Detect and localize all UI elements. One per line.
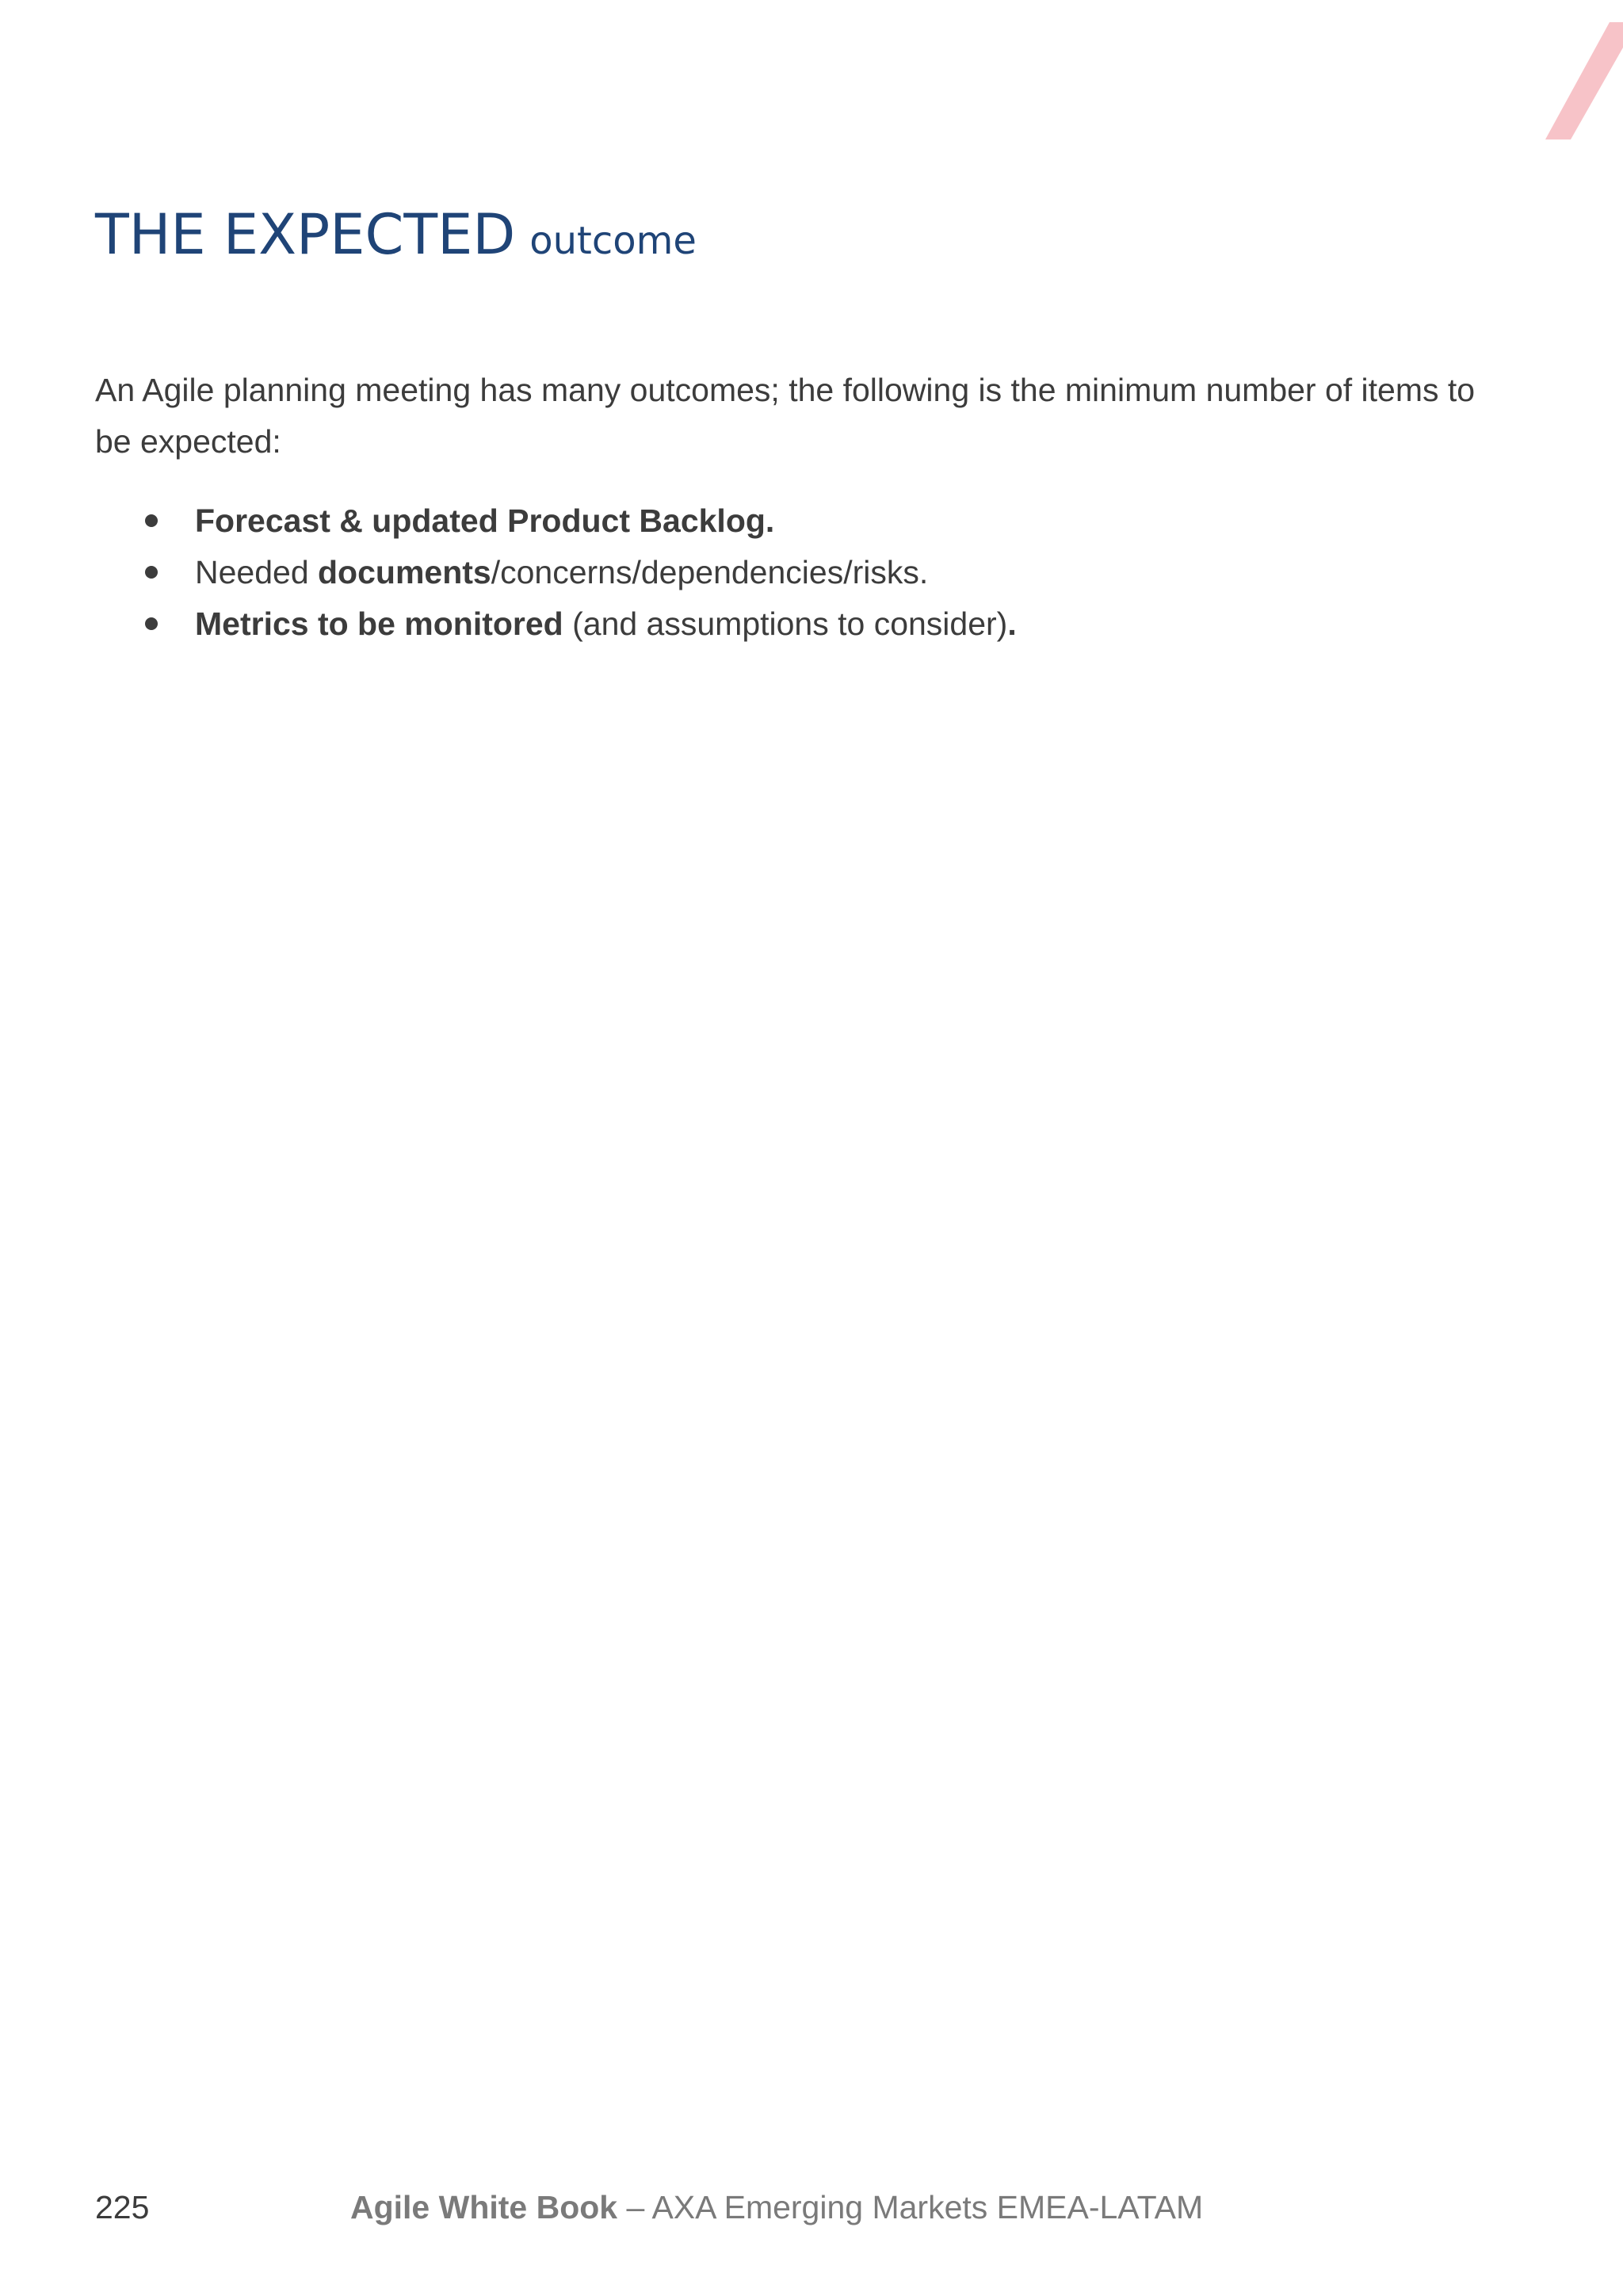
list-item-text: Needed — [195, 554, 319, 590]
list-item-bold: documents — [318, 554, 491, 590]
page-title-sub: outcome — [529, 219, 697, 263]
list-item-bold: Forecast & updated Product Backlog. — [195, 502, 775, 539]
page-number: 225 — [95, 2189, 150, 2225]
footer-book-title — [350, 2183, 1203, 2231]
outcome-list — [95, 495, 1490, 650]
bullet-dot-icon — [145, 566, 158, 579]
page-footer — [0, 2183, 1623, 2231]
list-item — [95, 598, 1490, 650]
list-item-end: . — [1007, 606, 1017, 642]
footer-book-name: Agile White Book — [350, 2189, 618, 2225]
list-item-text: (and assumptions to consider) — [563, 606, 1008, 642]
footer-subtitle: AXA Emerging Markets EMEA-LATAM — [651, 2189, 1204, 2225]
footer-separator: – — [617, 2189, 652, 2225]
list-item — [95, 547, 1490, 598]
list-item — [95, 495, 1490, 547]
decorative-corner-stripe — [1472, 0, 1623, 151]
list-item-text: /concerns/dependencies/risks. — [491, 554, 929, 590]
page-title — [95, 202, 697, 267]
bullet-dot-icon — [145, 617, 158, 630]
bullet-dot-icon — [145, 514, 158, 527]
intro-paragraph: An Agile planning meeting has many outcomes; the following is the minimum number of items to be expected: — [95, 372, 1476, 460]
page-title-main: THE EXPECTED — [95, 202, 516, 267]
list-item-bold: Metrics to be monitored — [195, 606, 563, 642]
